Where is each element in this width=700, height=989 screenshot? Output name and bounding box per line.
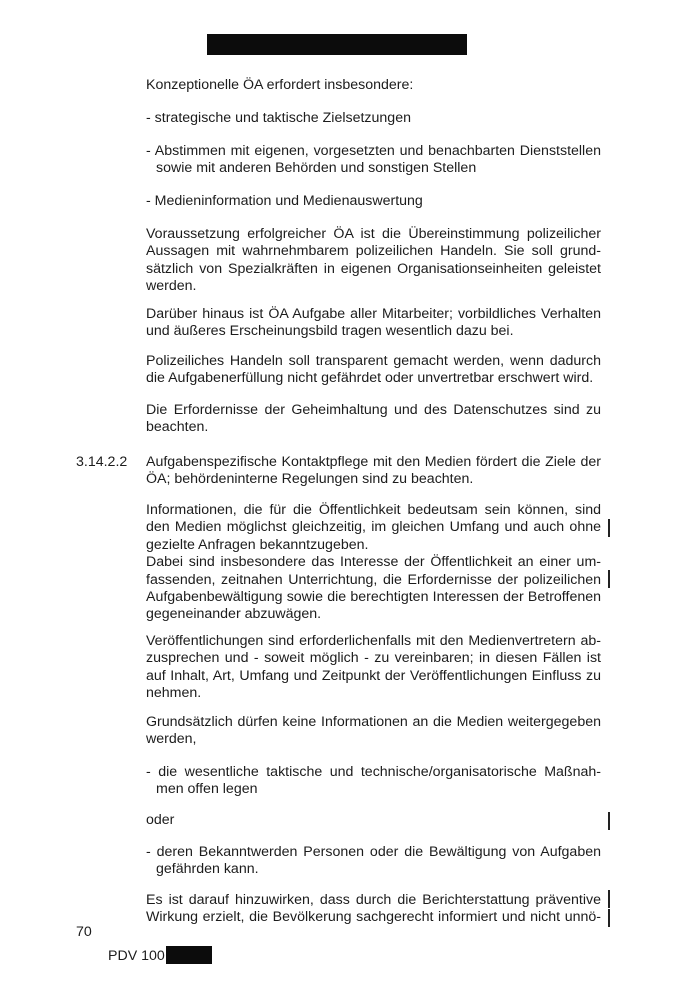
text-line: nehmen. [146, 685, 202, 702]
text-line: fassenden, zeitnahen Unterrichtung, die Erfordernisse der polizeilichen [146, 571, 601, 588]
paragraph [146, 454, 601, 489]
change-bar [608, 909, 610, 927]
footer-redaction [166, 946, 212, 964]
paragraph-intro [146, 77, 601, 94]
paragraph [146, 892, 601, 927]
text-line: Voraussetzung erfolgreicher ÖA ist die Übereinstimmung polizeilicher [146, 226, 601, 242]
text-line: und äußeres Erscheinungsbild tragen wesentlich dazu bei. [146, 323, 514, 340]
section-number: 3.14.2.2 [76, 454, 128, 470]
text-line: men offen legen [156, 781, 258, 798]
bullet-item [146, 143, 601, 178]
conjunction-line [146, 812, 601, 829]
change-bar [608, 890, 610, 908]
text-line: gegeneinander abzuwägen. [146, 606, 322, 623]
change-bar [608, 519, 610, 537]
text-line: oder [146, 812, 175, 828]
text-line: Polizeiliches Handeln soll transparent gemacht werden, wenn dadurch [146, 353, 601, 369]
bullet-item [146, 844, 601, 879]
text-line: - strategische und taktische Zielsetzungen [146, 110, 411, 126]
text-line: beachten. [146, 419, 209, 436]
text-line: - die wesentliche taktische und technische/organisatorische Maßnah- [146, 764, 601, 780]
paragraph [146, 633, 601, 703]
bullet-item [146, 193, 601, 210]
text-line: gefährden kann. [156, 861, 259, 878]
text-line: - Medieninformation und Medienauswertung [146, 193, 423, 209]
text-line: - deren Bekanntwerden Personen oder die Bewältigung von Aufgaben [146, 844, 601, 860]
paragraph [146, 714, 601, 749]
text-line: sätzlich von Spezialkräften in eigenen Organisationseinheiten geleistet [146, 260, 601, 277]
document-label: PDV 100 [108, 948, 165, 964]
text-line: Die Erfordernisse der Geheimhaltung und des Datenschutzes sind zu [146, 402, 601, 418]
bullet-item [146, 110, 601, 127]
text-line: Dabei sind insbesondere das Interesse der Öffentlichkeit an einer um- [146, 554, 601, 571]
change-bar [608, 570, 610, 588]
paragraph [146, 226, 601, 296]
page-number: 70 [76, 924, 92, 940]
text-line: Informationen, die für die Öffentlichkeit bedeutsam sein können, sind [146, 502, 601, 518]
text-line: den Medien möglichst gleichzeitig, im gleichen Umfang und auch ohne [146, 519, 601, 536]
change-bar [608, 812, 610, 830]
text-line: Grundsätzlich dürfen keine Informationen an die Medien weitergegeben [146, 714, 601, 730]
text-line: Veröffentlichungen sind erforderlichenfalls mit den Medienvertretern ab- [146, 633, 601, 649]
text-line: werden, [146, 731, 197, 748]
text-line: auf Inhalt, Art, Umfang und Zeitpunkt der Veröffentlichungen Einfluss zu [146, 667, 601, 684]
text-line: die Aufgabenerfüllung nicht gefährdet oder unvertretbar erschwert wird. [146, 370, 594, 387]
text-line: Aussagen mit wahrnehmbarem polizeilichen Handeln. Sie soll grund- [146, 243, 601, 260]
bullet-item [146, 764, 601, 799]
text-line: Konzeptionelle ÖA erfordert insbesondere: [146, 77, 414, 93]
text-line: - Abstimmen mit eigenen, vorgesetzten und benachbarten Dienststellen [146, 143, 601, 159]
text-line: Wirkung erzielt, die Bevölkerung sachgerecht informiert und nicht unnö- [146, 909, 601, 926]
text-line: Es ist darauf hinzuwirken, dass durch die Berichterstattung präventive [146, 892, 601, 908]
footer-label [108, 946, 212, 965]
paragraph [146, 306, 601, 341]
text-line: sowie mit anderen Behörden und sonstigen Stellen [156, 160, 477, 177]
text-line: zusprechen und - soweit möglich - zu vereinbaren; in diesen Fällen ist [146, 650, 601, 667]
text-line: werden. [146, 278, 197, 295]
paragraph [146, 502, 601, 624]
text-line: Aufgabenspezifische Kontaktpflege mit den Medien fördert die Ziele der [146, 454, 601, 470]
paragraph [146, 353, 601, 388]
header-redaction [207, 34, 467, 55]
paragraph [146, 402, 601, 437]
text-line: Aufgabenbewältigung sowie die berechtigten Interessen der Betroffenen [146, 589, 601, 606]
text-line: gezielte Anfragen bekanntzugeben. [146, 536, 369, 553]
text-line: ÖA; behördeninterne Regelungen sind zu beachten. [146, 471, 474, 488]
text-line: Darüber hinaus ist ÖA Aufgabe aller Mitarbeiter; vorbildliches Verhalten [146, 306, 601, 322]
